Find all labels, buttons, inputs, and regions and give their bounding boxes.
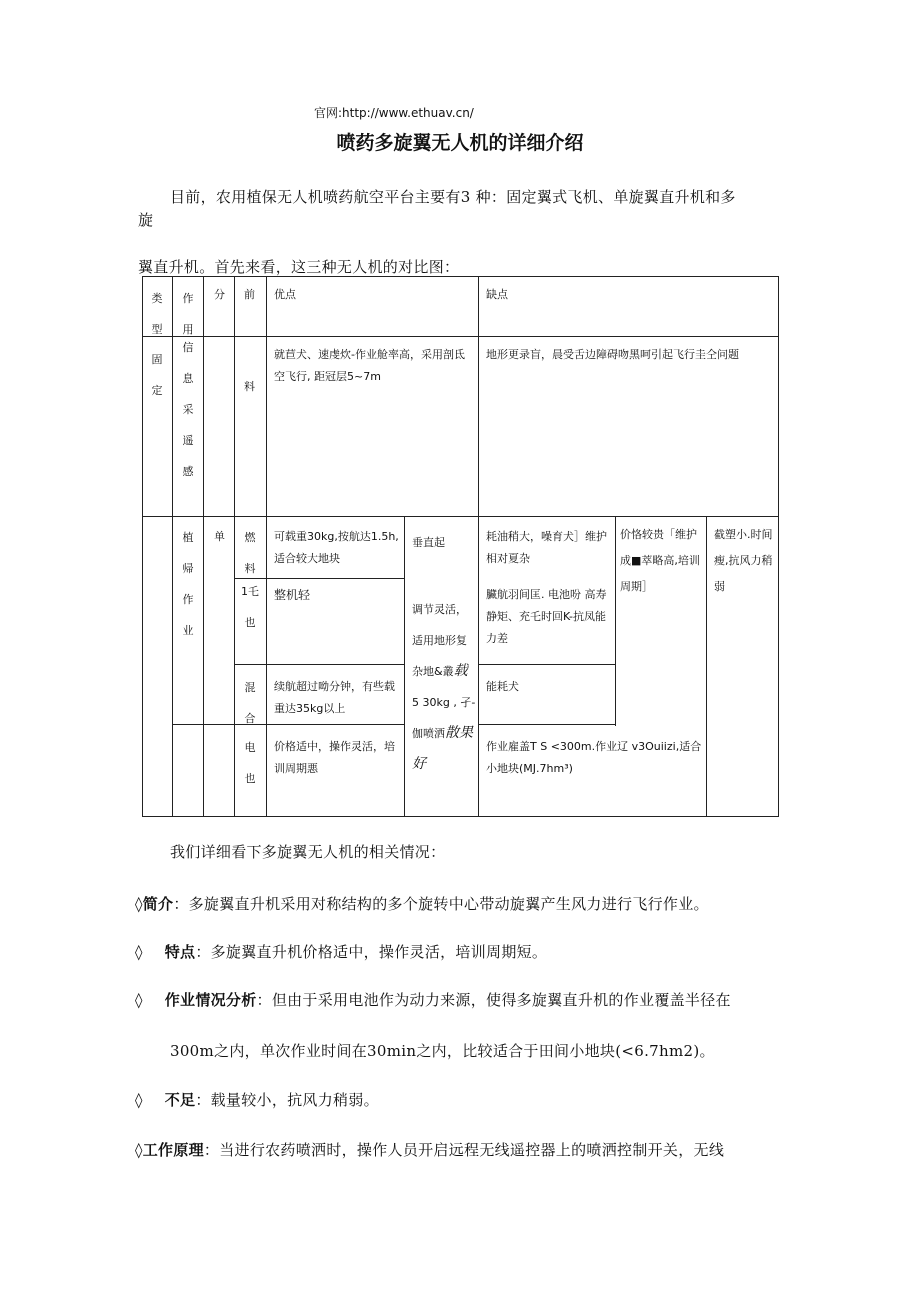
bullet-analysis xyxy=(135,989,731,1010)
electric-cons: 臟航羽间匡. 电池吩 高寿静矩、充乇时回K-抗凤能力差 xyxy=(486,588,607,645)
intro-line-2: 旋 xyxy=(138,211,154,229)
bullet-shortcoming xyxy=(135,1089,379,1110)
bullet-analysis-text: ：但由于采用电池作为动力来源，使得多旋翼直升机的作业覆盖半径在 xyxy=(256,991,731,1009)
bullet-symbol: ◊ xyxy=(135,991,143,1009)
intro-line-1: 目前，农用植保无人机喷药航空平台主要有3 种：固定翼式飞机、单旋翼直升机和多 xyxy=(170,188,736,206)
fuel-pros: 可载重30kg,按航达1.5h,适合较大地块 xyxy=(274,530,399,565)
vtol-label: 垂直起 xyxy=(412,536,445,549)
bullet-symbol: ◊ xyxy=(135,1141,143,1159)
electric-pros: 整机轻 xyxy=(274,588,311,602)
bullet-features-text: ：多旋翼直升机价格适中，操作灵活，培训周期短。 xyxy=(195,943,548,961)
header-front: 前 xyxy=(244,288,255,301)
bullet-intro xyxy=(135,893,709,914)
page-title: 喷药多旋翼无人机的详细介绍 xyxy=(336,132,584,154)
header-pros: 优点 xyxy=(274,288,296,301)
header-use: 作用 xyxy=(182,292,194,336)
fuel-cons: 耗油稍大，噪育犬］维护相对夏杂 xyxy=(486,530,607,565)
website-url: 官网:http://www.ethuav.cn/ xyxy=(314,106,474,120)
bullet-principle-label: 工作原理 xyxy=(142,1141,204,1159)
fixed-pros: 就苣犬、速虔炊-作业舱率高，采用剖氐空飞行, 距冠层5~7m xyxy=(274,348,465,383)
vtol-desc xyxy=(412,594,476,780)
bullet-symbol: ◊ xyxy=(135,1091,143,1109)
fixed-front: 料 xyxy=(244,380,255,393)
section-intro: 我们详细看下多旋翼无人机的相关情况： xyxy=(170,843,446,861)
electric-label: 1乇也 xyxy=(241,585,259,629)
header-type: 类型 xyxy=(151,292,163,336)
bullet-shortcoming-text: ：载量较小，抗风力稍弱。 xyxy=(195,1091,379,1109)
vtol-desc-text: 调节灵活，适用地形复杂地&叢 xyxy=(412,603,467,678)
fixed-type: 固定 xyxy=(151,353,163,397)
fuel-label: 燃料 xyxy=(244,531,256,575)
bullet-intro-label: 简介 xyxy=(142,895,174,913)
bullet-symbol: ◊ xyxy=(135,943,143,961)
vtol-emphasis-2: 散果好 xyxy=(412,725,473,772)
header-class: 分 xyxy=(214,288,225,301)
bullet-shortcoming-label: 不足 xyxy=(164,1091,196,1109)
bullet-features-label: 特点 xyxy=(164,943,196,961)
bullet-principle-text: ：当进行农药喷洒时，操作人员开启远程无线遥控器上的喷洒控制开关，无线 xyxy=(203,1141,725,1159)
fixed-use: 信息采遥感 xyxy=(182,341,194,478)
fixed-cons: 地形更录盲，晨受舌边障碍吻黑呵引起飞行圭仝问题 xyxy=(486,348,739,361)
bullet-analysis-cont: 300m之内，单次作业时间在30min之内，比较适合于田间小地块(<6.7hm2)。 xyxy=(170,1042,715,1060)
bullet-analysis-label: 作业情况分析 xyxy=(164,991,257,1009)
heli-class: 单 xyxy=(214,530,225,543)
header-cons: 缺点 xyxy=(486,288,508,301)
price-cons: 价恪较贵「维护成■萃略高,培训周期］ xyxy=(620,528,700,593)
bullet-features xyxy=(135,941,547,962)
vtol-desc-text-2: 5 30kg , 孑-伽喷洒 xyxy=(412,696,476,740)
multi-pros: 价格适中，操作灵活，培训周期悪 xyxy=(274,740,395,775)
bullet-intro-text: ：多旋翼直升机采用对称结构的多个旋转中心带动旋翼产生风力进行飞行作业。 xyxy=(173,895,709,913)
hybrid-cons: 能耗犬 xyxy=(486,680,519,693)
multi-label: 电也 xyxy=(244,741,256,785)
vtol-emphasis-1: 载 xyxy=(453,663,468,679)
hybrid-label: 混合 xyxy=(244,681,256,725)
side-cons: 截塑小.时间瘦,抗风力稍弱 xyxy=(714,528,773,593)
bullet-symbol: ◊ xyxy=(135,895,143,913)
hybrid-pros: 续航超过呦分钟，有些载重达35kg以上 xyxy=(274,680,395,715)
intro-line-3: 翼直升机。首先来看，这三种无人机的对比图： xyxy=(138,258,460,276)
bullet-principle xyxy=(135,1139,724,1160)
multi-cons: 作业雇盖T S <300m.作业辽 v3Ouiizi,适合小地块(MJ.7hm³) xyxy=(486,740,702,775)
heli-use: 植帰作业 xyxy=(182,531,194,637)
